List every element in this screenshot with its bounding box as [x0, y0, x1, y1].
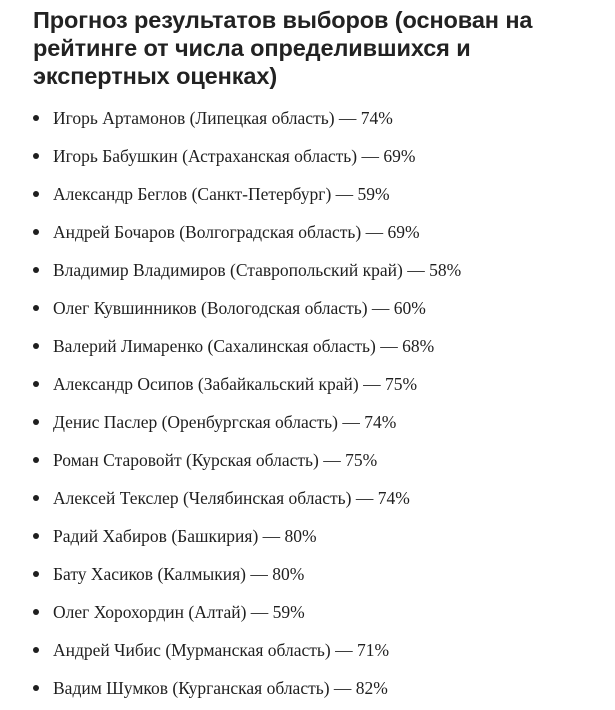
list-item-text: Андрей Бочаров (Волгоградская область) — 69% [53, 221, 420, 242]
bullet-icon [33, 609, 39, 615]
bullet-icon [33, 571, 39, 577]
list-item [0, 593, 615, 631]
list-item-text: Игорь Артамонов (Липецкая область) — 74% [53, 107, 393, 128]
list-item-text: Бату Хасиков (Калмыкия) — 80% [53, 563, 305, 584]
bullet-icon [33, 647, 39, 653]
bullet-icon [33, 457, 39, 463]
list-item-text: Валерий Лимаренко (Сахалинская область) — 68% [53, 335, 435, 356]
list-item [0, 631, 615, 669]
list-item [0, 327, 615, 365]
list-item [0, 99, 615, 137]
bullet-icon [33, 533, 39, 539]
bullet-icon [33, 267, 39, 273]
bullet-icon [33, 305, 39, 311]
list-item [0, 289, 615, 327]
bullet-icon [33, 343, 39, 349]
bullet-icon [33, 685, 39, 691]
list-item [0, 137, 615, 175]
list-item [0, 441, 615, 479]
bullet-icon [33, 419, 39, 425]
bullet-icon [33, 229, 39, 235]
list-item-text: Игорь Бабушкин (Астраханская область) — 69% [53, 145, 416, 166]
list-item-text: Александр Осипов (Забайкальский край) — 75% [53, 373, 418, 394]
list-item-text: Владимир Владимиров (Ставропольский край) — 58% [53, 259, 462, 280]
list-item [0, 517, 615, 555]
bullet-icon [33, 495, 39, 501]
section-title: Прогноз результатов выборов (основан на рейтинге от числа определившихся и экспертных оценках) [33, 7, 533, 89]
list-item [0, 175, 615, 213]
list-item [0, 251, 615, 289]
bullet-icon [33, 153, 39, 159]
bullet-icon [33, 191, 39, 197]
list-item-text: Денис Паслер (Оренбургская область) — 74% [53, 411, 397, 432]
list-item [0, 365, 615, 403]
list-item [0, 403, 615, 441]
list-item-text: Роман Старовойт (Курская область) — 75% [53, 449, 378, 470]
bullet-icon [33, 115, 39, 121]
forecast-list [0, 99, 615, 707]
list-item-text: Радий Хабиров (Башкирия) — 80% [53, 525, 317, 546]
list-item-text: Александр Беглов (Санкт-Петербург) — 59% [53, 183, 390, 204]
list-item-text: Вадим Шумков (Курганская область) — 82% [53, 677, 388, 698]
list-item [0, 213, 615, 251]
bullet-icon [33, 381, 39, 387]
list-item [0, 479, 615, 517]
list-item [0, 669, 615, 707]
list-item-text: Олег Хорохордин (Алтай) — 59% [53, 601, 305, 622]
list-item-text: Алексей Текслер (Челябинская область) — 74% [53, 487, 410, 508]
list-item [0, 555, 615, 593]
list-item-text: Олег Кувшинников (Вологодская область) — 60% [53, 297, 426, 318]
list-item-text: Андрей Чибис (Мурманская область) — 71% [53, 639, 390, 660]
